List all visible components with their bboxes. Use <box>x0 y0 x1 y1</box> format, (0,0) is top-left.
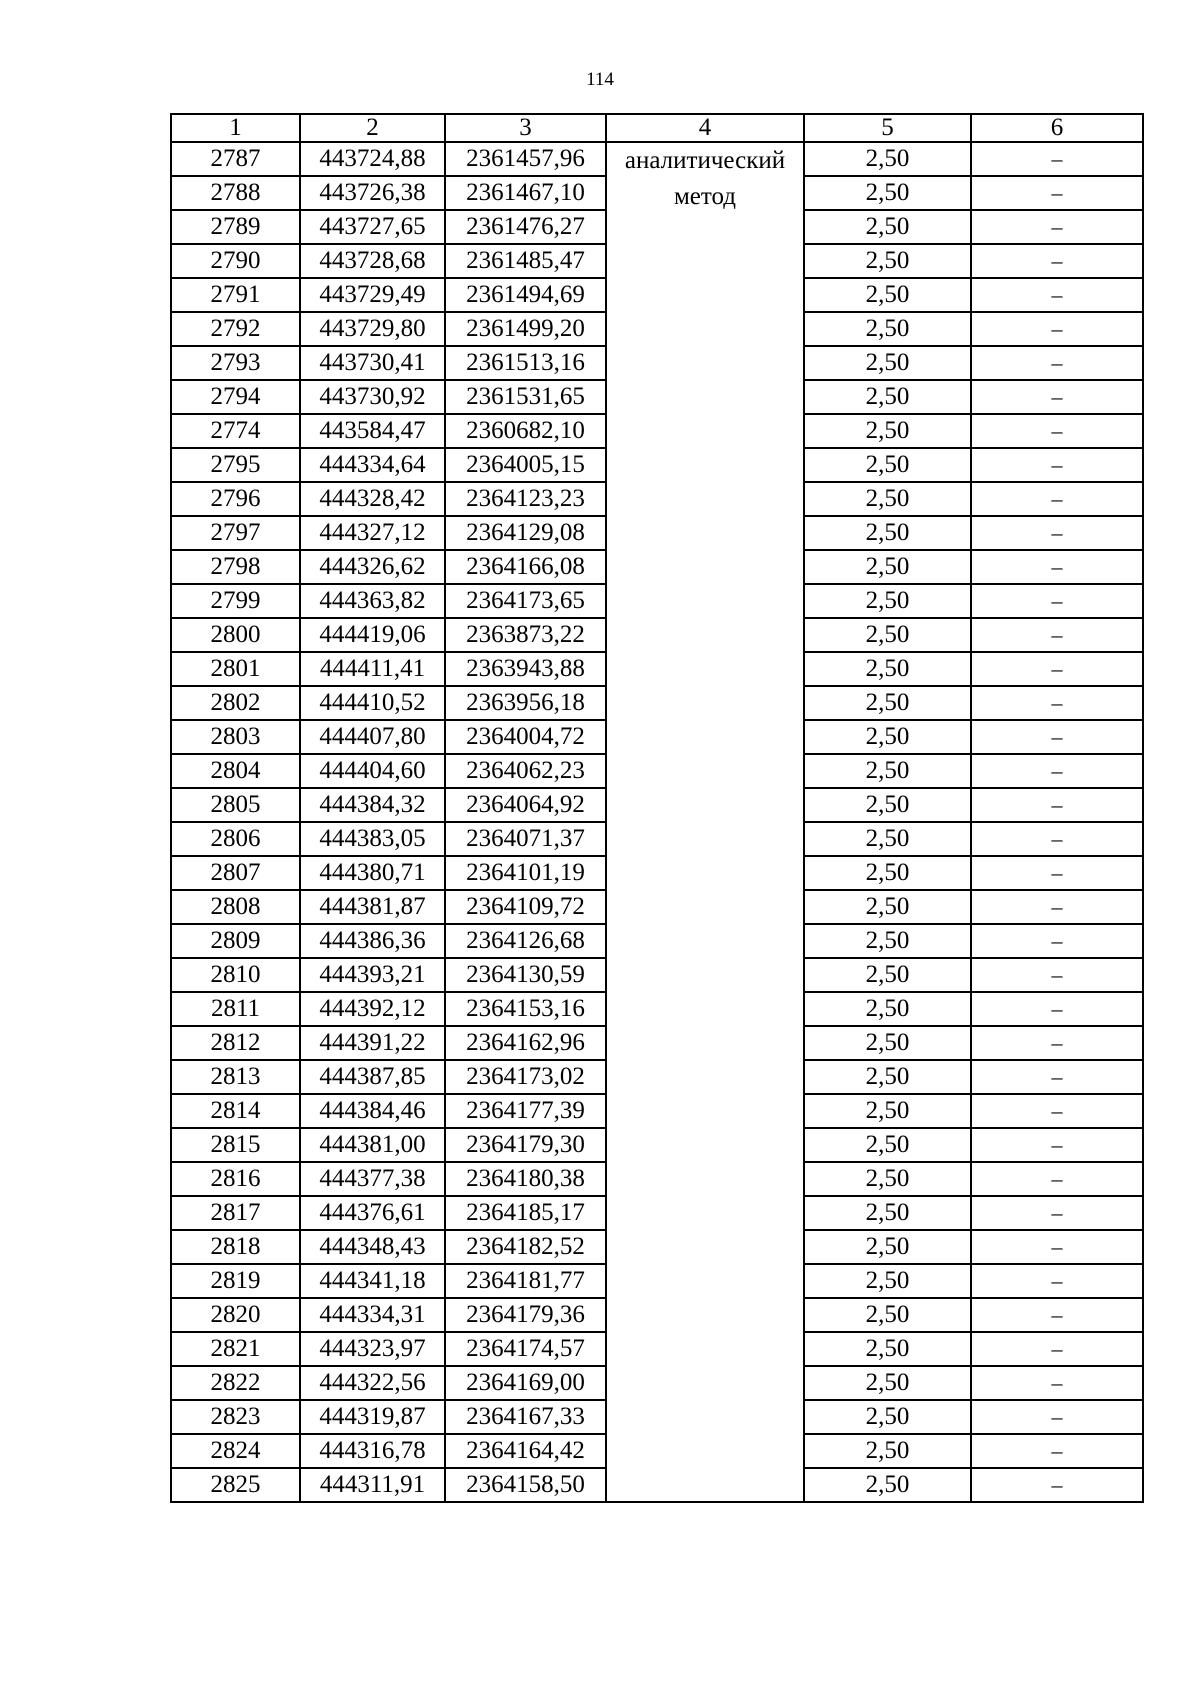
accuracy-cell: 2,50 <box>804 1026 971 1060</box>
description-cell: – <box>971 822 1143 856</box>
point-number-cell: 2824 <box>171 1434 300 1468</box>
y-coordinate-cell: 2364158,50 <box>445 1468 606 1502</box>
x-coordinate-cell: 444407,80 <box>300 720 445 754</box>
x-coordinate-cell: 444326,62 <box>300 550 445 584</box>
point-number-cell: 2799 <box>171 584 300 618</box>
description-cell: – <box>971 1094 1143 1128</box>
point-number-cell: 2796 <box>171 482 300 516</box>
x-coordinate-cell: 444316,78 <box>300 1434 445 1468</box>
description-cell: – <box>971 1264 1143 1298</box>
y-coordinate-cell: 2364123,23 <box>445 482 606 516</box>
y-coordinate-cell: 2364177,39 <box>445 1094 606 1128</box>
description-cell: – <box>971 1196 1143 1230</box>
x-coordinate-cell: 444334,64 <box>300 448 445 482</box>
x-coordinate-cell: 444384,46 <box>300 1094 445 1128</box>
y-coordinate-cell: 2361467,10 <box>445 176 606 210</box>
x-coordinate-cell: 443727,65 <box>300 210 445 244</box>
accuracy-cell: 2,50 <box>804 1468 971 1502</box>
y-coordinate-cell: 2363956,18 <box>445 686 606 720</box>
description-cell: – <box>971 516 1143 550</box>
x-coordinate-cell: 443726,38 <box>300 176 445 210</box>
y-coordinate-cell: 2364174,57 <box>445 1332 606 1366</box>
point-number-cell: 2814 <box>171 1094 300 1128</box>
y-coordinate-cell: 2361485,47 <box>445 244 606 278</box>
accuracy-cell: 2,50 <box>804 516 971 550</box>
y-coordinate-cell: 2361531,65 <box>445 380 606 414</box>
description-cell: – <box>971 482 1143 516</box>
accuracy-cell: 2,50 <box>804 278 971 312</box>
table-body <box>171 114 1143 1502</box>
point-number-cell: 2809 <box>171 924 300 958</box>
y-coordinate-cell: 2364181,77 <box>445 1264 606 1298</box>
y-coordinate-cell: 2361494,69 <box>445 278 606 312</box>
point-number-cell: 2800 <box>171 618 300 652</box>
accuracy-cell: 2,50 <box>804 890 971 924</box>
description-cell: – <box>971 550 1143 584</box>
description-cell: – <box>971 1400 1143 1434</box>
accuracy-cell: 2,50 <box>804 584 971 618</box>
description-cell: – <box>971 278 1143 312</box>
y-coordinate-cell: 2364180,38 <box>445 1162 606 1196</box>
accuracy-cell: 2,50 <box>804 754 971 788</box>
point-number-cell: 2801 <box>171 652 300 686</box>
x-coordinate-cell: 444384,32 <box>300 788 445 822</box>
point-number-cell: 2798 <box>171 550 300 584</box>
accuracy-cell: 2,50 <box>804 312 971 346</box>
table-header-row <box>171 114 1143 142</box>
y-coordinate-cell: 2364182,52 <box>445 1230 606 1264</box>
x-coordinate-cell: 443730,41 <box>300 346 445 380</box>
accuracy-cell: 2,50 <box>804 550 971 584</box>
description-cell: – <box>971 720 1143 754</box>
point-number-cell: 2787 <box>171 142 300 176</box>
accuracy-cell: 2,50 <box>804 210 971 244</box>
point-number-cell: 2797 <box>171 516 300 550</box>
point-number-cell: 2793 <box>171 346 300 380</box>
x-coordinate-cell: 444377,38 <box>300 1162 445 1196</box>
y-coordinate-cell: 2364004,72 <box>445 720 606 754</box>
accuracy-cell: 2,50 <box>804 720 971 754</box>
accuracy-cell: 2,50 <box>804 448 971 482</box>
y-coordinate-cell: 2363943,88 <box>445 652 606 686</box>
point-number-cell: 2774 <box>171 414 300 448</box>
x-coordinate-cell: 443724,88 <box>300 142 445 176</box>
y-coordinate-cell: 2364167,33 <box>445 1400 606 1434</box>
y-coordinate-cell: 2364179,30 <box>445 1128 606 1162</box>
x-coordinate-cell: 444383,05 <box>300 822 445 856</box>
column-header: 4 <box>606 114 804 142</box>
accuracy-cell: 2,50 <box>804 1196 971 1230</box>
y-coordinate-cell: 2364126,68 <box>445 924 606 958</box>
x-coordinate-cell: 444311,91 <box>300 1468 445 1502</box>
accuracy-cell: 2,50 <box>804 1298 971 1332</box>
description-cell: – <box>971 652 1143 686</box>
accuracy-cell: 2,50 <box>804 380 971 414</box>
column-header: 3 <box>445 114 606 142</box>
description-cell: – <box>971 312 1143 346</box>
description-cell: – <box>971 414 1143 448</box>
point-number-cell: 2820 <box>171 1298 300 1332</box>
point-number-cell: 2807 <box>171 856 300 890</box>
y-coordinate-cell: 2364062,23 <box>445 754 606 788</box>
description-cell: – <box>971 1162 1143 1196</box>
x-coordinate-cell: 444334,31 <box>300 1298 445 1332</box>
description-cell: – <box>971 788 1143 822</box>
point-number-cell: 2795 <box>171 448 300 482</box>
x-coordinate-cell: 444410,52 <box>300 686 445 720</box>
accuracy-cell: 2,50 <box>804 1366 971 1400</box>
point-number-cell: 2791 <box>171 278 300 312</box>
accuracy-cell: 2,50 <box>804 1060 971 1094</box>
point-number-cell: 2788 <box>171 176 300 210</box>
accuracy-cell: 2,50 <box>804 822 971 856</box>
accuracy-cell: 2,50 <box>804 856 971 890</box>
y-coordinate-cell: 2364129,08 <box>445 516 606 550</box>
point-number-cell: 2818 <box>171 1230 300 1264</box>
y-coordinate-cell: 2364173,65 <box>445 584 606 618</box>
x-coordinate-cell: 444381,87 <box>300 890 445 924</box>
x-coordinate-cell: 444328,42 <box>300 482 445 516</box>
y-coordinate-cell: 2364153,16 <box>445 992 606 1026</box>
x-coordinate-cell: 443729,80 <box>300 312 445 346</box>
point-number-cell: 2789 <box>171 210 300 244</box>
y-coordinate-cell: 2361499,20 <box>445 312 606 346</box>
description-cell: – <box>971 448 1143 482</box>
point-number-cell: 2816 <box>171 1162 300 1196</box>
x-coordinate-cell: 444376,61 <box>300 1196 445 1230</box>
accuracy-cell: 2,50 <box>804 992 971 1026</box>
description-cell: – <box>971 1298 1143 1332</box>
description-cell: – <box>971 618 1143 652</box>
x-coordinate-cell: 444322,56 <box>300 1366 445 1400</box>
table-row <box>171 142 1143 176</box>
accuracy-cell: 2,50 <box>804 924 971 958</box>
point-number-cell: 2790 <box>171 244 300 278</box>
column-header: 2 <box>300 114 445 142</box>
y-coordinate-cell: 2364185,17 <box>445 1196 606 1230</box>
description-cell: – <box>971 1332 1143 1366</box>
description-cell: – <box>971 1230 1143 1264</box>
y-coordinate-cell: 2361476,27 <box>445 210 606 244</box>
accuracy-cell: 2,50 <box>804 1128 971 1162</box>
description-cell: – <box>971 176 1143 210</box>
accuracy-cell: 2,50 <box>804 1094 971 1128</box>
accuracy-cell: 2,50 <box>804 958 971 992</box>
description-cell: – <box>971 686 1143 720</box>
accuracy-cell: 2,50 <box>804 176 971 210</box>
description-cell: – <box>971 992 1143 1026</box>
column-header: 1 <box>171 114 300 142</box>
point-number-cell: 2811 <box>171 992 300 1026</box>
x-coordinate-cell: 444348,43 <box>300 1230 445 1264</box>
y-coordinate-cell: 2364130,59 <box>445 958 606 992</box>
point-number-cell: 2815 <box>171 1128 300 1162</box>
description-cell: – <box>971 1128 1143 1162</box>
y-coordinate-cell: 2364169,00 <box>445 1366 606 1400</box>
point-number-cell: 2803 <box>171 720 300 754</box>
y-coordinate-cell: 2363873,22 <box>445 618 606 652</box>
description-cell: – <box>971 380 1143 414</box>
description-cell: – <box>971 1060 1143 1094</box>
y-coordinate-cell: 2364109,72 <box>445 890 606 924</box>
x-coordinate-cell: 444319,87 <box>300 1400 445 1434</box>
y-coordinate-cell: 2364071,37 <box>445 822 606 856</box>
description-cell: – <box>971 346 1143 380</box>
page-number: 114 <box>586 69 614 90</box>
description-cell: – <box>971 210 1143 244</box>
point-number-cell: 2808 <box>171 890 300 924</box>
x-coordinate-cell: 444327,12 <box>300 516 445 550</box>
coordinates-table <box>170 113 1144 1503</box>
x-coordinate-cell: 444363,82 <box>300 584 445 618</box>
accuracy-cell: 2,50 <box>804 1400 971 1434</box>
x-coordinate-cell: 443729,49 <box>300 278 445 312</box>
point-number-cell: 2792 <box>171 312 300 346</box>
point-number-cell: 2804 <box>171 754 300 788</box>
x-coordinate-cell: 444381,00 <box>300 1128 445 1162</box>
description-cell: – <box>971 1026 1143 1060</box>
accuracy-cell: 2,50 <box>804 414 971 448</box>
accuracy-cell: 2,50 <box>804 1434 971 1468</box>
y-coordinate-cell: 2364101,19 <box>445 856 606 890</box>
description-cell: – <box>971 890 1143 924</box>
x-coordinate-cell: 443728,68 <box>300 244 445 278</box>
description-cell: – <box>971 856 1143 890</box>
accuracy-cell: 2,50 <box>804 652 971 686</box>
method-cell: аналитический метод <box>606 142 804 1502</box>
point-number-cell: 2819 <box>171 1264 300 1298</box>
x-coordinate-cell: 444323,97 <box>300 1332 445 1366</box>
y-coordinate-cell: 2364164,42 <box>445 1434 606 1468</box>
point-number-cell: 2806 <box>171 822 300 856</box>
description-cell: – <box>971 142 1143 176</box>
description-cell: – <box>971 1468 1143 1502</box>
description-cell: – <box>971 958 1143 992</box>
description-cell: – <box>971 584 1143 618</box>
description-cell: – <box>971 1366 1143 1400</box>
x-coordinate-cell: 443730,92 <box>300 380 445 414</box>
accuracy-cell: 2,50 <box>804 1332 971 1366</box>
point-number-cell: 2823 <box>171 1400 300 1434</box>
accuracy-cell: 2,50 <box>804 1230 971 1264</box>
y-coordinate-cell: 2364173,02 <box>445 1060 606 1094</box>
point-number-cell: 2812 <box>171 1026 300 1060</box>
accuracy-cell: 2,50 <box>804 1264 971 1298</box>
y-coordinate-cell: 2361513,16 <box>445 346 606 380</box>
x-coordinate-cell: 444387,85 <box>300 1060 445 1094</box>
point-number-cell: 2802 <box>171 686 300 720</box>
x-coordinate-cell: 444386,36 <box>300 924 445 958</box>
accuracy-cell: 2,50 <box>804 686 971 720</box>
x-coordinate-cell: 444419,06 <box>300 618 445 652</box>
y-coordinate-cell: 2364064,92 <box>445 788 606 822</box>
y-coordinate-cell: 2364166,08 <box>445 550 606 584</box>
y-coordinate-cell: 2360682,10 <box>445 414 606 448</box>
accuracy-cell: 2,50 <box>804 618 971 652</box>
description-cell: – <box>971 924 1143 958</box>
accuracy-cell: 2,50 <box>804 142 971 176</box>
point-number-cell: 2794 <box>171 380 300 414</box>
description-cell: – <box>971 1434 1143 1468</box>
y-coordinate-cell: 2364005,15 <box>445 448 606 482</box>
x-coordinate-cell: 444411,41 <box>300 652 445 686</box>
description-cell: – <box>971 754 1143 788</box>
point-number-cell: 2805 <box>171 788 300 822</box>
point-number-cell: 2817 <box>171 1196 300 1230</box>
x-coordinate-cell: 444341,18 <box>300 1264 445 1298</box>
y-coordinate-cell: 2364179,36 <box>445 1298 606 1332</box>
accuracy-cell: 2,50 <box>804 788 971 822</box>
column-header: 6 <box>971 114 1143 142</box>
x-coordinate-cell: 443584,47 <box>300 414 445 448</box>
accuracy-cell: 2,50 <box>804 482 971 516</box>
point-number-cell: 2810 <box>171 958 300 992</box>
x-coordinate-cell: 444392,12 <box>300 992 445 1026</box>
accuracy-cell: 2,50 <box>804 1162 971 1196</box>
x-coordinate-cell: 444380,71 <box>300 856 445 890</box>
x-coordinate-cell: 444393,21 <box>300 958 445 992</box>
y-coordinate-cell: 2364162,96 <box>445 1026 606 1060</box>
point-number-cell: 2821 <box>171 1332 300 1366</box>
point-number-cell: 2822 <box>171 1366 300 1400</box>
x-coordinate-cell: 444391,22 <box>300 1026 445 1060</box>
column-header: 5 <box>804 114 971 142</box>
y-coordinate-cell: 2361457,96 <box>445 142 606 176</box>
point-number-cell: 2825 <box>171 1468 300 1502</box>
x-coordinate-cell: 444404,60 <box>300 754 445 788</box>
accuracy-cell: 2,50 <box>804 244 971 278</box>
accuracy-cell: 2,50 <box>804 346 971 380</box>
description-cell: – <box>971 244 1143 278</box>
point-number-cell: 2813 <box>171 1060 300 1094</box>
